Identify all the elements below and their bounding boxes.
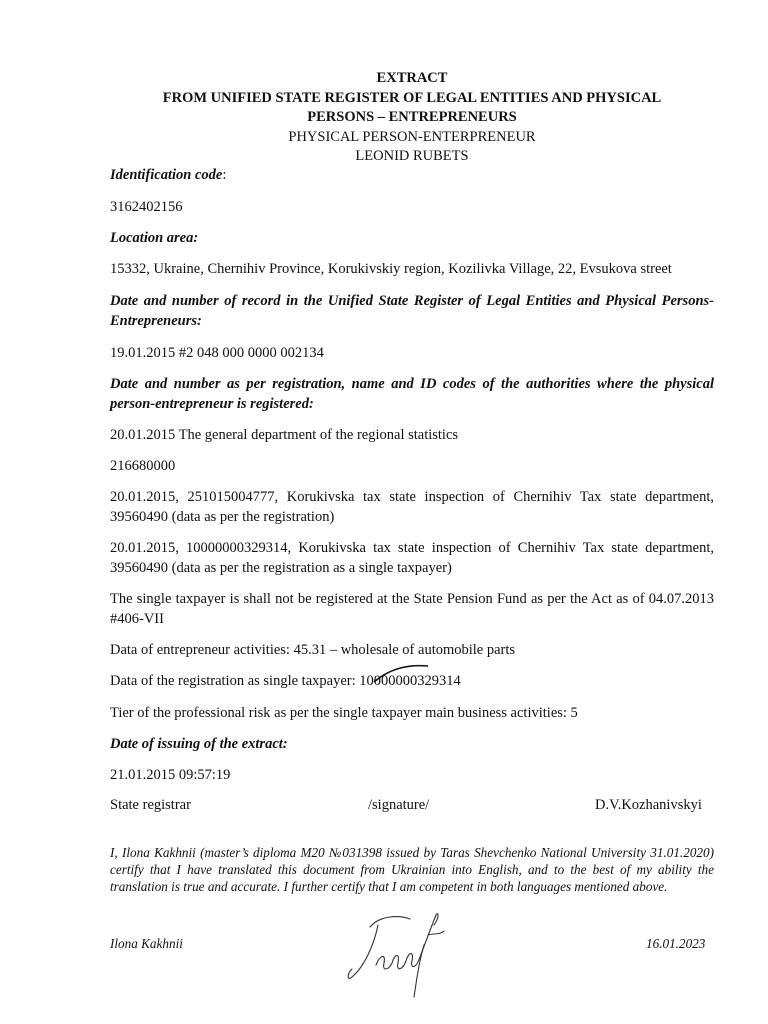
issue-label: Date of issuing of the extract: (110, 736, 288, 752)
registration-single-tax: 20.01.2015, 10000000329314, Korukivska tax state inspection of Chernihiv Tax state department, 39560490 (data as per the registration as a single taxpayer) (110, 540, 714, 576)
translator-name: Ilona Kakhnii (110, 936, 183, 951)
document-subtitle: PHYSICAL PERSON-ENTERPRENEUR (288, 129, 536, 145)
registration-tax: 20.01.2015, 251015004777, Korukivska tax state inspection of Chernihiv Tax state department, 39560490 (data as per the registration) (110, 489, 714, 525)
location-value: 15332, Ukraine, Chernihiv Province, Korukivskiy region, Kozilivka Village, 22, Evsukova street (110, 261, 672, 277)
identification-code-colon: : (222, 167, 227, 183)
document-title-line-3: PERSONS – ENTREPRENEURS (307, 109, 517, 125)
document-title: EXTRACT (376, 70, 448, 86)
issue-value: 21.01.2015 09:57:19 (110, 767, 231, 783)
identification-code-heading (110, 166, 714, 186)
location-label: Location area: (110, 230, 199, 246)
certification-date: 16.01.2023 (646, 936, 706, 951)
activities: Data of entrepreneur activities: 45.31 – wholesale of automobile parts (110, 642, 516, 658)
pension-note: The single taxpayer is shall not be registered at the State Pension Fund as per the Act as of 04.07.2013 #406-VII (110, 591, 714, 627)
risk-tier: Tier of the professional risk as per the single taxpayer main business activities: 5 (110, 705, 578, 721)
entrepreneur-name: LEONID RUBETS (355, 148, 469, 164)
registrar-name: D.V.Kozhanivskyi (595, 797, 702, 813)
registration-stats: 20.01.2015 The general department of the regional statistics (110, 427, 459, 443)
translator-certification: I, Ilona Kakhnii (master’s diploma M20 №031398 issued by Taras Shevchenko National University 31.01.2020) certify that I have translated this document from Ukrainian into English, and to the best of my ability the translation is true and accurate. I further certify that I am competent in both languages mentioned above. (110, 845, 714, 894)
registrar-row (110, 796, 714, 816)
registration-stats-code: 216680000 (110, 458, 176, 474)
single-taxpayer-registration: Data of the registration as single taxpayer: 10000000329314 (110, 673, 461, 689)
identification-code-value: 3162402156 (110, 199, 183, 215)
registration-label: Date and number as per registration, name and ID codes of the authorities where the physical person-entrepreneur is registered: (110, 376, 714, 412)
document-title-line-2: FROM UNIFIED STATE REGISTER OF LEGAL ENTITIES AND PHYSICAL (162, 90, 662, 106)
registrar-signature: /signature/ (368, 797, 430, 813)
pen-stroke-mark (370, 660, 440, 690)
translator-signature-image (340, 905, 450, 1000)
registrar-role: State registrar (110, 797, 191, 813)
record-value: 19.01.2015 #2 048 000 0000 002134 (110, 345, 324, 361)
identification-code-label: Identification code (110, 167, 223, 183)
record-label: Date and number of record in the Unified State Register of Legal Entities and Physical Persons-Entrepreneurs: (110, 293, 714, 329)
